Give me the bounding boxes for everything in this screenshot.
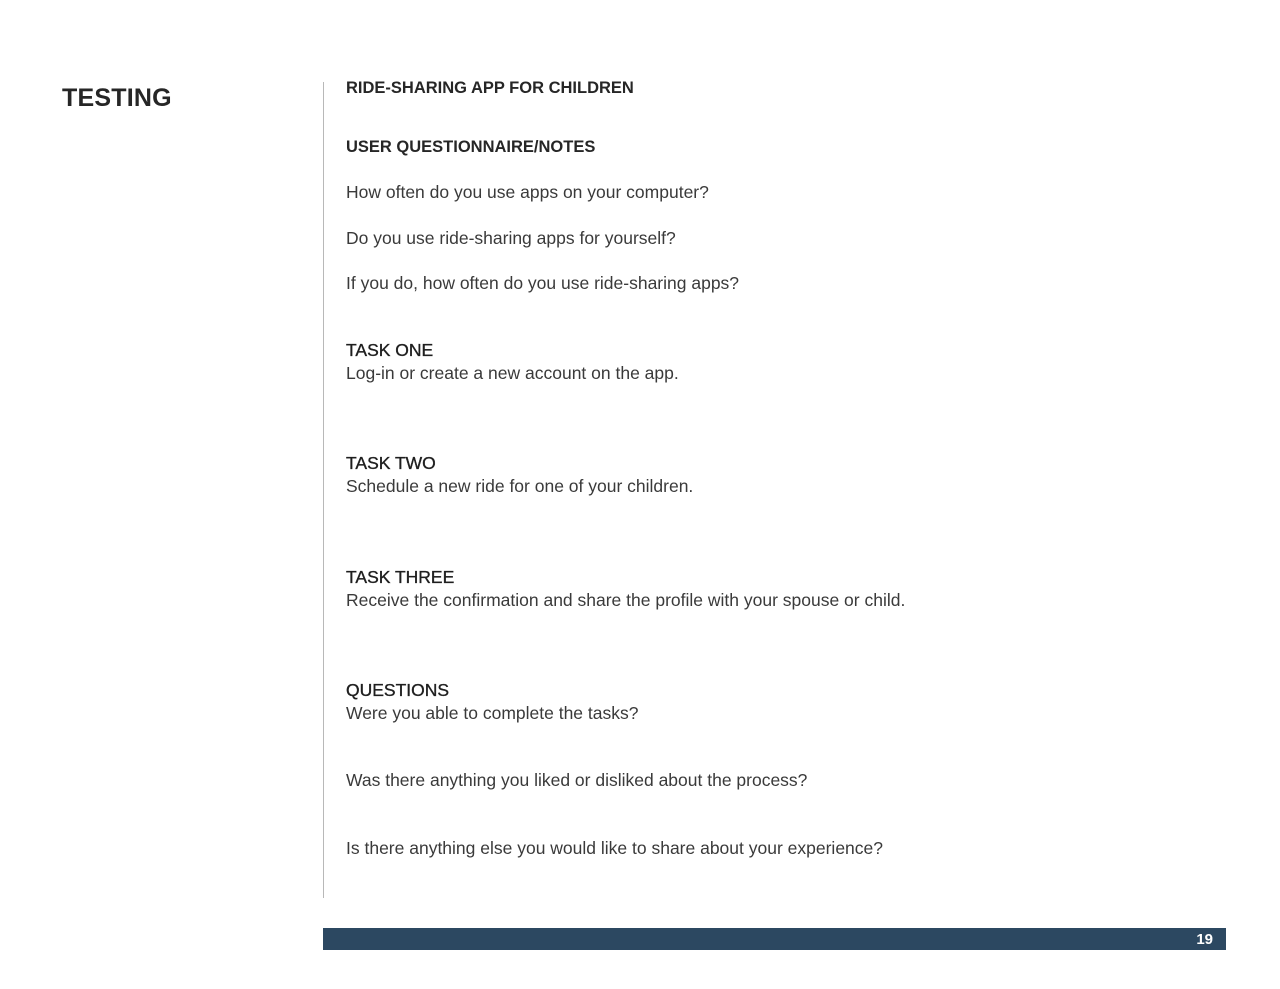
questionnaire-heading: USER QUESTIONNAIRE/NOTES [346,138,596,156]
questions-heading: QUESTIONS [346,680,450,700]
closing-question: Was there anything you liked or disliked about the process? [346,770,808,790]
questionnaire-question: If you do, how often do you use ride-sharing apps? [346,273,740,293]
questionnaire-question: Do you use ride-sharing apps for yourself? [346,228,676,248]
vertical-divider [323,82,324,898]
task-three-text: Receive the confirmation and share the profile with your spouse or child. [346,590,906,610]
task-three-heading: TASK THREE [346,567,455,587]
task-two-text: Schedule a new ride for one of your children. [346,476,694,496]
task-one-heading: TASK ONE [346,340,434,360]
section-title: TESTING [62,84,172,112]
closing-question: Were you able to complete the tasks? [346,703,639,723]
task-one-text: Log-in or create a new account on the app. [346,363,679,383]
closing-question: Is there anything else you would like to share about your experience? [346,838,883,858]
project-title: RIDE-SHARING APP FOR CHILDREN [346,79,634,97]
questionnaire-question: How often do you use apps on your computer? [346,182,709,202]
page-number: 19 [1196,931,1213,948]
task-two-heading: TASK TWO [346,453,436,473]
footer-bar [323,928,1226,950]
main-content [346,0,1226,900]
